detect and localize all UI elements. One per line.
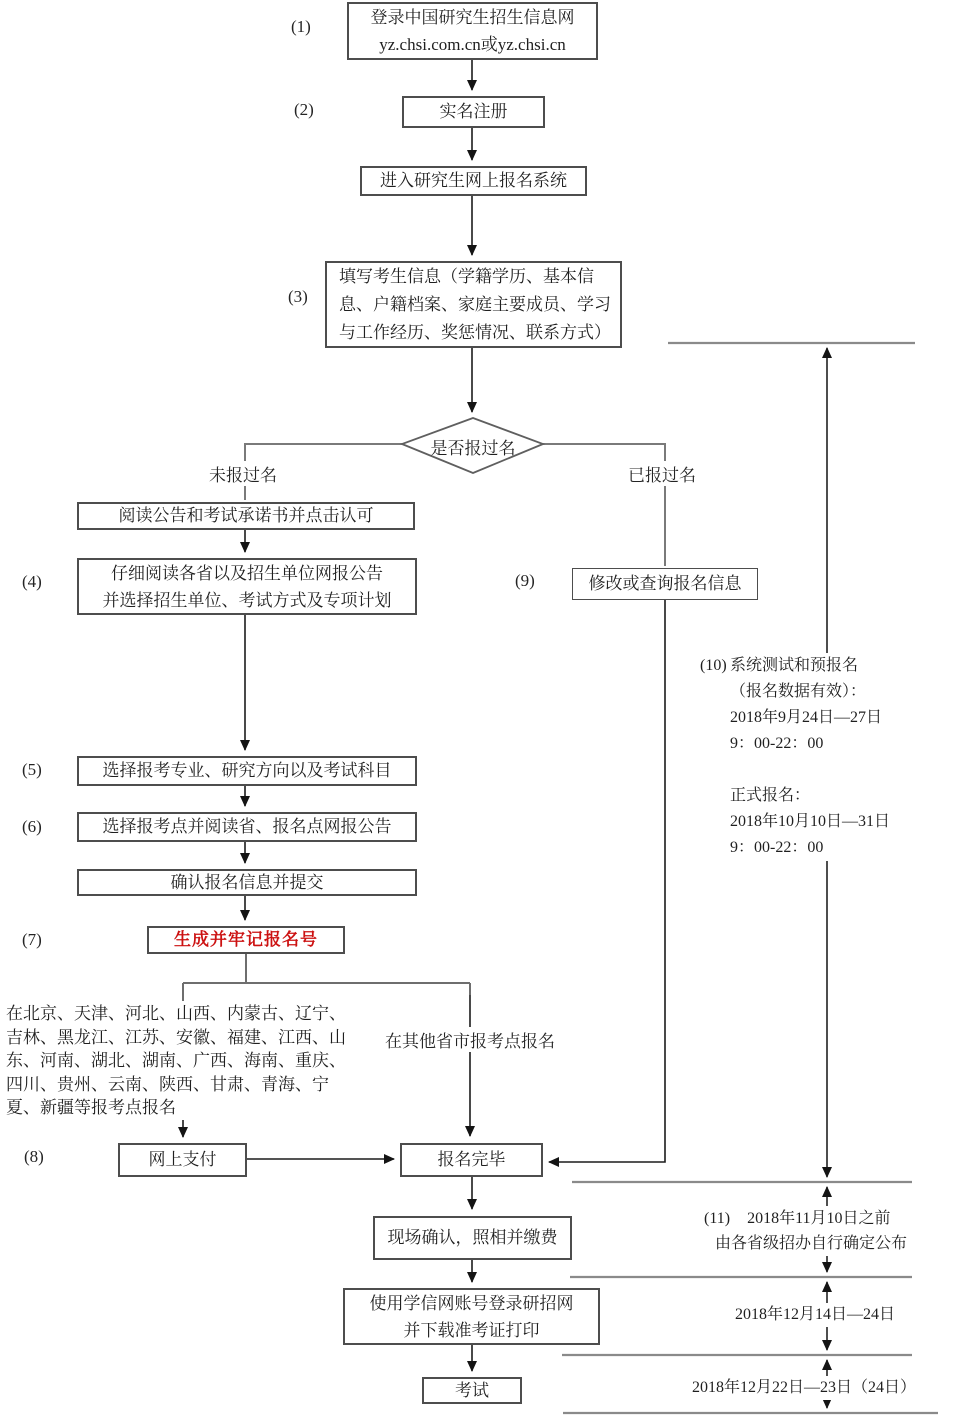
step-label-11: (11): [704, 1210, 731, 1227]
annotation-exam-period: 2018年12月22日—23日（24日）: [692, 1376, 916, 1400]
node-download-ticket: [343, 1288, 600, 1345]
node-read-province-notice-line1: 仔细阅读各省以及招生单位网报公告: [111, 563, 383, 583]
node-choose-major: 选择报考专业、研究方向以及考试科目: [77, 756, 417, 786]
onsite-period-line1: 2018年11月10日之前: [747, 1210, 891, 1227]
node-pay-online: 网上支付: [118, 1143, 247, 1177]
step-label-9: (9): [515, 571, 535, 590]
step-label-2: (2): [294, 100, 314, 119]
node-fill-info: [325, 261, 622, 348]
province-list-line4: 四川、贵州、云南、陕西、甘肃、青海、宁: [6, 1074, 329, 1094]
step-label-5: (5): [22, 760, 42, 779]
decision-label: 是否报过名: [430, 439, 516, 458]
node-download-ticket-line1: 使用学信网账号登录研招网: [369, 1293, 574, 1313]
node-confirm-submit: 确认报名信息并提交: [77, 869, 417, 896]
province-list-line1: 在北京、天津、河北、山西、内蒙古、辽宁、: [6, 1004, 346, 1023]
node-modify-query: 修改或查询报名信息: [572, 568, 758, 600]
step-label-4: (4): [22, 572, 42, 591]
step-label-10: (10): [700, 657, 727, 674]
annotation-test-period: [700, 653, 944, 861]
province-list-line2: 吉林、黑龙江、江苏、安徽、福建、江西、山: [6, 1027, 346, 1047]
node-register: 实名注册: [402, 96, 545, 128]
test-period-line1: 系统测试和预报名: [730, 657, 859, 674]
branch-no-label: 未报过名: [207, 461, 279, 486]
node-fill-info-line2: 息、户籍档案、家庭主要成员、学习: [339, 294, 611, 314]
node-login-line2: yz.chsi.com.cn或yz.chsi.cn: [379, 35, 566, 54]
province-list-note: [6, 1002, 386, 1120]
node-fill-info-line1: 填写考生信息（学籍学历、基本信: [339, 266, 594, 286]
node-exam: 考试: [422, 1377, 522, 1404]
test-period-line5: [700, 757, 944, 783]
step-label-6: (6): [22, 817, 42, 836]
test-period-line6: 正式报名：: [730, 787, 811, 804]
province-list-line5: 夏、新疆等报考点报名: [6, 1098, 176, 1117]
test-period-line7: 2018年10月10日—31日: [730, 813, 891, 830]
node-read-province-notice: [77, 558, 417, 615]
branch-yes-label: 已报过名: [626, 461, 698, 486]
node-choose-point: 选择报考点并阅读省、报名点网报公告: [77, 812, 417, 842]
step-label-1: (1): [291, 17, 311, 36]
onsite-period-line2: 由各省级招办自行确定公布: [715, 1235, 908, 1252]
step-label-7: (7): [22, 930, 42, 949]
split-lines: [183, 953, 470, 1001]
node-onsite-confirm: 现场确认，照相并缴费: [373, 1216, 572, 1260]
node-download-ticket-line2: 并下载准考证打印: [403, 1320, 540, 1340]
node-enter-system: 进入研究生网上报名系统: [360, 166, 587, 196]
test-period-line8: 9：00-22：00: [730, 839, 824, 856]
node-login: [347, 2, 598, 60]
step-label-3: (3): [288, 287, 308, 306]
test-period-line3: 2018年9月24日—27日: [730, 709, 883, 726]
node-fill-info-line3: 与工作经历、奖惩情况、联系方式）: [339, 322, 611, 342]
node-read-province-notice-line2: 并选择招生单位、考试方式及专项计划: [102, 590, 392, 610]
other-province-note: 在其他省市报考点报名: [383, 1027, 557, 1052]
annotation-download-period: 2018年12月14日—24日: [735, 1303, 895, 1327]
test-period-line4: 9：00-22：00: [730, 735, 824, 752]
annotation-onsite-period: [698, 1206, 950, 1256]
step-label-8: (8): [24, 1147, 44, 1166]
node-registration-complete: 报名完毕: [400, 1143, 543, 1177]
node-read-notice: 阅读公告和考试承诺书并点击认可: [77, 502, 415, 530]
node-generate-number: 生成并牢记报名号: [147, 926, 345, 954]
node-login-line1: 登录中国研究生招生信息网: [370, 8, 575, 27]
province-list-line3: 东、河南、湖北、湖南、广西、海南、重庆、: [6, 1051, 346, 1070]
arrow-modify-complete: [549, 600, 665, 1162]
test-period-line2: （报名数据有效）：: [730, 683, 867, 700]
